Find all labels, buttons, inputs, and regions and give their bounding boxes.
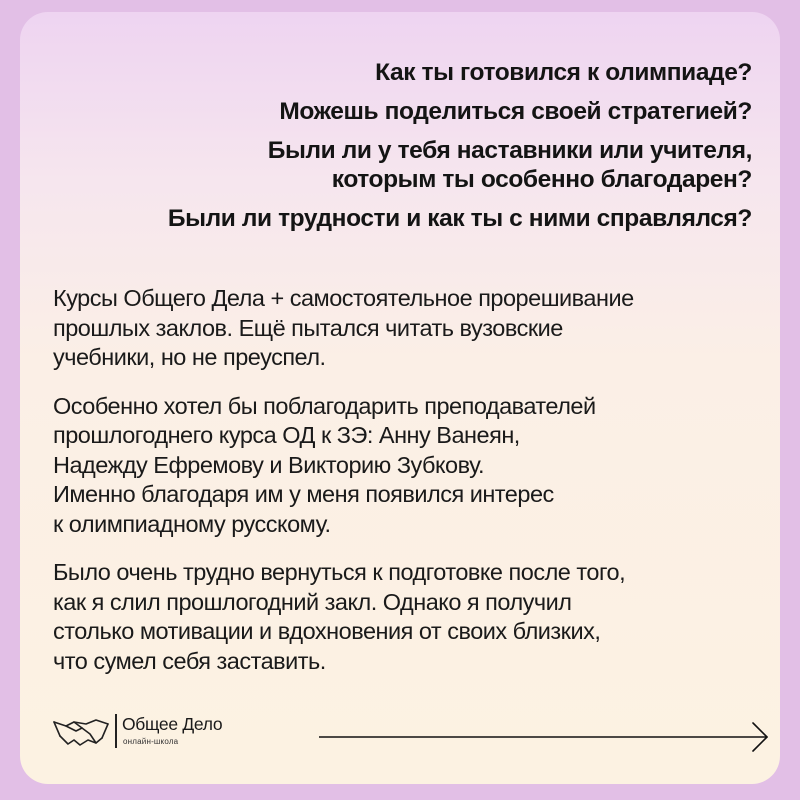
answer-line: Надежду Ефремову и Викторию Зубкову. [53, 451, 484, 478]
answer-line: как я слил прошлогодний закл. Однако я получил [53, 588, 572, 615]
answer-line: Особенно хотел бы поблагодарить преподавателей [53, 392, 596, 419]
questions-block [52, 58, 752, 243]
question-3 [52, 136, 752, 194]
answer-line: что сумел себя заставить. [53, 647, 326, 674]
question-line: Были ли трудности и как ты с ними справлялся? [167, 205, 752, 232]
answer-line: учебники, но не преуспел. [53, 344, 326, 370]
answer-line: столько мотивации и вдохновения от своих близких, [53, 618, 601, 644]
question-line: Были ли у тебя наставники или учителя, [267, 137, 752, 164]
question-line: Как ты готовился к олимпиаде? [375, 59, 752, 86]
question-line: которым ты особенно благодарен? [331, 166, 752, 193]
brand-name: Общее Дело [122, 714, 223, 734]
answer-1 [53, 284, 763, 373]
answer-line: к олимпиадному русскому. [53, 510, 331, 537]
question-4 [52, 204, 752, 233]
answer-line: прошлых заклов. Ещё пытался читать вузовские [53, 314, 563, 341]
answer-2 [53, 392, 763, 540]
brand-subtitle: онлайн-школа [123, 737, 179, 746]
footer [52, 708, 752, 758]
answer-line: прошлогоднего курса ОД к ЗЭ: Анну Ванеян, [53, 422, 520, 448]
slide-card [20, 12, 780, 784]
answer-3 [53, 558, 763, 676]
logo-divider [115, 714, 117, 748]
answer-line: Было очень трудно вернуться к подготовке после того, [53, 559, 626, 585]
question-2 [52, 97, 752, 126]
answer-line: Именно благодаря им у меня появился интерес [53, 481, 554, 507]
question-line: Можешь поделиться своей стратегией? [279, 98, 752, 125]
arrow-right-icon[interactable] [319, 720, 771, 754]
answers-block [53, 284, 763, 695]
handshake-icon [52, 714, 110, 748]
question-1 [52, 58, 752, 87]
answer-line: Курсы Общего Дела + самостоятельное прорешивание [53, 285, 634, 311]
